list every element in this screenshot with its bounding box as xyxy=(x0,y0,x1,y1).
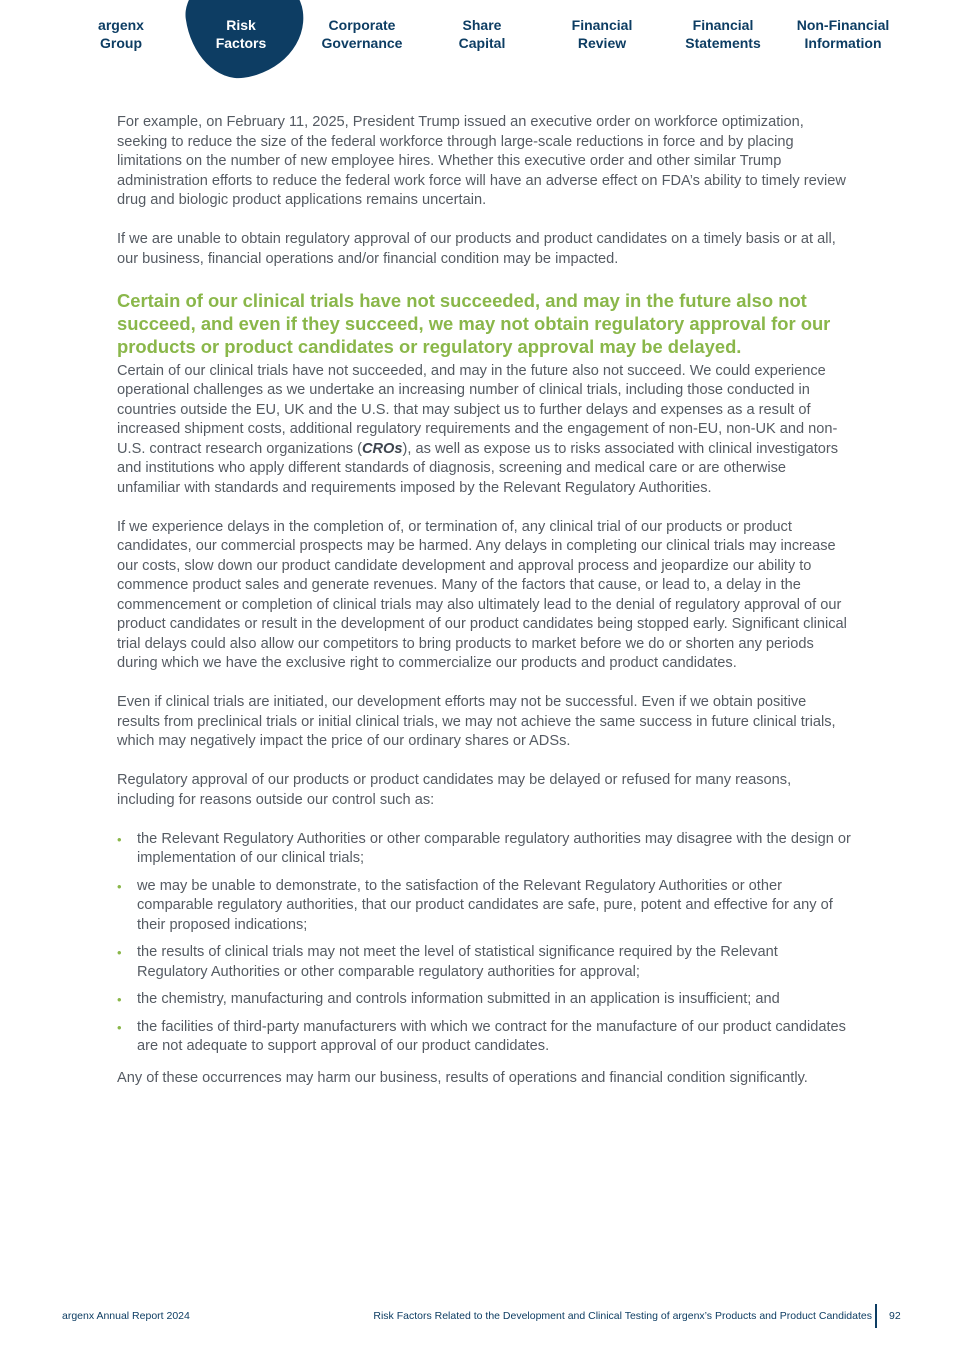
nav-tab-financial-statements[interactable] xyxy=(663,17,783,52)
bullet-icon: • xyxy=(117,831,122,847)
paragraph-text: ), as well as expose us to risks associated with clinical investigators and institutions who apply different standards of diagnosis, screening and medical care or are otherwise unfamiliar with standards and requirements imposed by the Relevant Regulatory Authorities. xyxy=(117,440,839,496)
nav-tab-label: Corporate xyxy=(328,17,396,33)
nav-tab-label: Share xyxy=(462,17,502,33)
list-item xyxy=(117,1018,852,1057)
nav-tab-label: Statements xyxy=(685,34,761,51)
nav-tab-label: Factors xyxy=(215,34,267,51)
defined-term: CROs xyxy=(361,440,403,457)
report-title: argenx Annual Report 2024 xyxy=(62,1310,190,1322)
list-item xyxy=(117,830,852,869)
list-item-text: we may be unable to demonstrate, to the satisfaction of the Relevant Regulatory Authorities or other comparable regulatory authorities, that our product candidates are safe, pure, potent and effective for any of their proposed indications; xyxy=(137,877,833,933)
nav-tab-argenx-group[interactable] xyxy=(61,17,181,52)
section-heading: Certain of our clinical trials have not succeeded, and may in the future also not succeed, and even if they succeed, we may not obtain regulatory approval for our products or product candidates or regulatory approval may be delayed. xyxy=(117,289,831,357)
list-item xyxy=(117,877,852,936)
bullet-icon: • xyxy=(117,945,122,960)
bullet-icon: • xyxy=(117,1019,122,1035)
top-navigation xyxy=(0,0,964,90)
nav-tab-label: Group xyxy=(100,34,142,51)
paragraph: For example, on February 11, 2025, President Trump issued an executive order on workforce optimization, seeking to reduce the size of the federal workforce through large-scale reductions in force and by placing limitations on the number of new employee hires. Whether this executive order and other similar Trump administration efforts to reduce the federal work force will have an adverse effect on FDA’s ability to timely review drug and biologic product applications remains uncertain. xyxy=(117,114,846,208)
paragraph: If we are unable to obtain regulatory approval of our products and product candidates on a timely basis or at all, our business, financial operations and/or financial condition may be impacted. xyxy=(117,231,836,267)
nav-tab-risk-factors[interactable] xyxy=(181,17,301,52)
list-item xyxy=(117,990,852,1010)
paragraph xyxy=(117,362,852,499)
paragraph: Regulatory approval of our products or product candidates may be delayed or refused for many reasons, including for reasons outside our control such as: xyxy=(117,772,792,808)
nav-tab-label: Information xyxy=(804,34,882,51)
nav-tab-label: argenx xyxy=(98,17,144,33)
page-footer xyxy=(0,1307,964,1329)
list-item-text: the chemistry, manufacturing and controls information submitted in an application is insufficient; and xyxy=(137,991,780,1007)
bullet-icon: • xyxy=(117,992,122,1007)
nav-tab-label: Non-Financial xyxy=(796,17,890,33)
page-number: 92 xyxy=(889,1310,901,1322)
nav-tab-label: Capital xyxy=(458,34,506,51)
main-content xyxy=(117,113,852,1108)
list-item-text: the facilities of third-party manufacturers with which we contract for the manufacture of our product candidates are not adequate to support approval of our product candidates. xyxy=(137,1018,846,1054)
footer-divider xyxy=(875,1304,877,1328)
list-item xyxy=(117,943,852,982)
nav-tab-label: Review xyxy=(577,34,627,51)
nav-tab-financial-review[interactable] xyxy=(542,17,662,52)
paragraph: If we experience delays in the completion of, or termination of, any clinical trial of our products or product candidates, our commercial prospects may be harmed. Any delays in completing our clinical trials may increase our costs, slow down our product candidate development and approval process and jeopardize our ability to commence product sales and generate revenues. Many of the factors that cause, or lead to, a delay in the commencement or completion of clinical trials may also ultimately lead to the denial of regulatory approval of our product candidates or result in the development of our product candidates being stopped early. Significant clinical trial delays could also allow our competitors to bring products to market before we do or shorten any periods during which we have the exclusive right to commercialize our products and product candidates. xyxy=(117,518,847,671)
paragraph-text: Certain of our clinical trials have not succeeded, and may in the future also not succeed. We could experience operational challenges as we undertake an increasing number of clinical trials, including those conducted in countries outside the EU, UK and the U.S. that may subject us to further delays and expenses as a result of increased shipment costs, additional regulatory requirements and the engagement of non-EU, non-UK and non-U.S. contract research organizations ( xyxy=(117,362,838,457)
nav-tab-label: Risk xyxy=(226,17,256,33)
nav-tab-label: Financial xyxy=(692,17,754,33)
bullet-icon: • xyxy=(117,878,122,894)
nav-tab-label: Governance xyxy=(321,34,403,51)
reasons-list xyxy=(117,830,852,1057)
paragraph: Any of these occurrences may harm our business, results of operations and financial condition significantly. xyxy=(117,1069,808,1086)
list-item-text: the results of clinical trials may not meet the level of statistical significance required by the Relevant Regulatory Authorities or other comparable regulatory authorities for approval; xyxy=(137,944,778,980)
nav-tab-share-capital[interactable] xyxy=(422,17,542,52)
list-item-text: the Relevant Regulatory Authorities or other comparable regulatory authorities may disagree with the design or implementation of our clinical trials; xyxy=(137,830,851,866)
paragraph: Even if clinical trials are initiated, our development efforts may not be successful. Even if we obtain positive results from preclinical trials or initial clinical trials, we may not achieve the same success in future clinical trials, which may negatively impact the price of our ordinary shares or ADSs. xyxy=(117,694,836,749)
section-title: Risk Factors Related to the Development and Clinical Testing of argenx’s Products and Product Candidates xyxy=(373,1310,872,1322)
nav-tab-non-financial-information[interactable] xyxy=(783,17,903,52)
nav-tab-corporate-governance[interactable] xyxy=(302,17,422,52)
nav-tab-label: Financial xyxy=(571,17,633,33)
